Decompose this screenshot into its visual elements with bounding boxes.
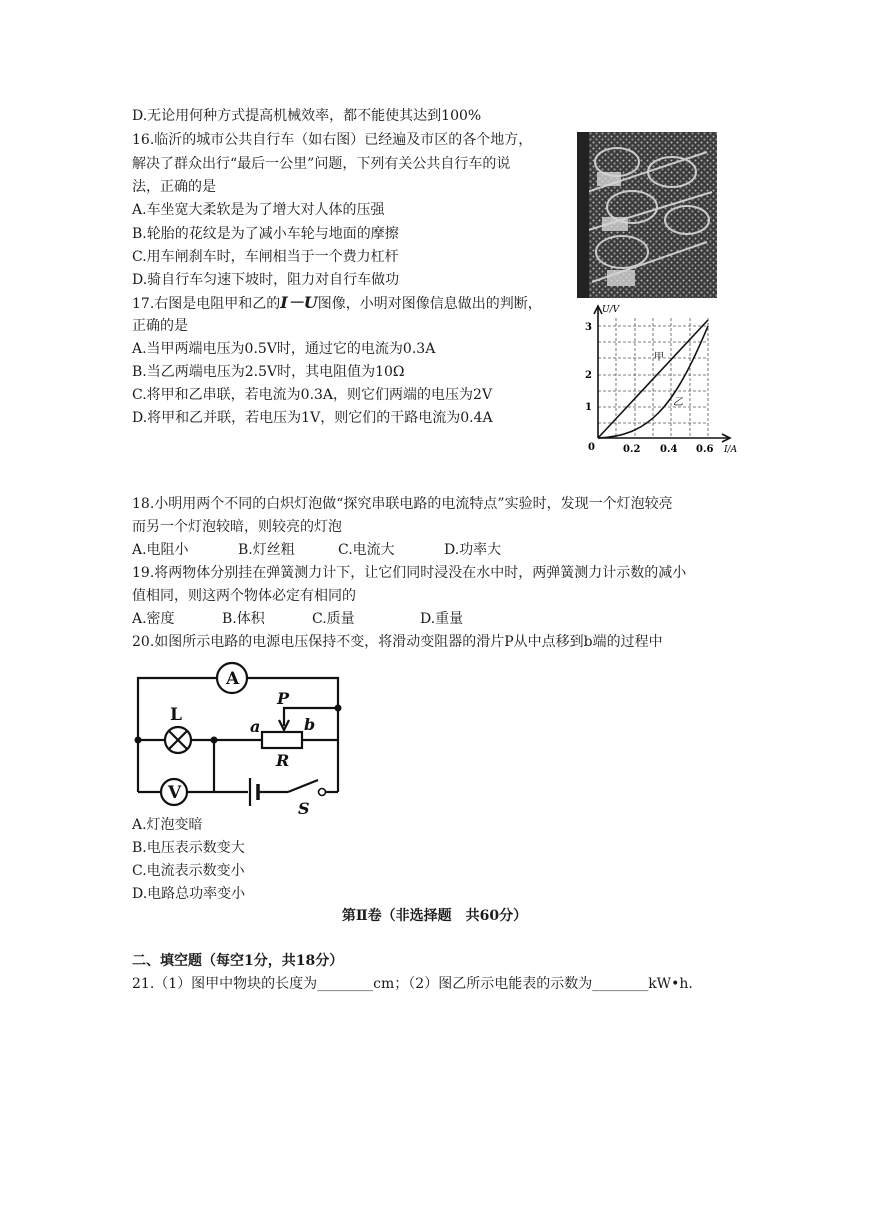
end-b-label: b <box>304 715 316 734</box>
q18-stem-line2: 而另一个灯泡较暗，则较亮的灯泡 <box>132 519 342 535</box>
q16-option-b: B.轮胎的花纹是为了减小车轮与地面的摩擦 <box>132 226 399 242</box>
y-tick-3: 3 <box>585 322 592 333</box>
q17-option-c: C.将甲和乙串联，若电流为0.3A，则它们两端的电压为2V <box>132 387 493 403</box>
q16-option-d: D.骑自行车匀速下坡时，阻力对自行车做功 <box>132 272 400 288</box>
x-tick-06: 0.6 <box>696 444 714 455</box>
part2-heading: 二、填空题（每空1分，共18分） <box>132 953 344 969</box>
q19-options <box>132 609 463 629</box>
q17-stem-post: 图像，小明对图像信息做出的判断， <box>317 296 542 312</box>
q17-stem-math: I－U <box>280 293 318 312</box>
q20-option-a: A.灯泡变暗 <box>132 817 203 833</box>
q17-stem-line2: 正确的是 <box>132 318 188 334</box>
y-tick-2: 2 <box>585 370 592 381</box>
bicycle-photo <box>577 132 717 298</box>
q15-option-d: D.无论用何种方式提高机械效率，都不能使其达到100% <box>132 108 482 124</box>
voltmeter-symbol: V <box>168 783 182 803</box>
q18-option-a: A.电阻小 <box>132 542 189 558</box>
q19-stem-line2: 值相同，则这两个物体必定有相同的 <box>132 588 356 604</box>
q18-option-b: B.灯丝粗 <box>238 542 295 558</box>
curve-jia-label: 甲 <box>654 352 664 363</box>
q20-option-d: D.电路总功率变小 <box>132 886 246 902</box>
origin-label: 0 <box>588 442 595 453</box>
q18-option-d: D.功率大 <box>444 542 502 558</box>
circuit-diagram <box>126 660 356 818</box>
q21-stem: 21.（1）图甲中物块的长度为________cm；（2）图乙所示电能表的示数为________kW•h. <box>132 976 693 992</box>
resistor-label: R <box>276 751 290 770</box>
q17-option-a: A.当甲两端电压为0.5V时，通过它的电流为0.3A <box>132 341 436 357</box>
q20-option-b: B.电压表示数变大 <box>132 840 245 856</box>
q16-stem-line1: 16.临沂的城市公共自行车（如右图）已经遍及市区的各个地方， <box>132 132 533 148</box>
iu-graph <box>578 300 738 460</box>
q18-options <box>132 540 501 560</box>
q16-stem-line3: 法，正确的是 <box>132 179 216 195</box>
slider-label: P <box>277 689 290 708</box>
switch-label: S <box>298 799 310 818</box>
x-tick-02: 0.2 <box>623 444 641 455</box>
q18-option-c: C.电流大 <box>338 542 395 558</box>
q19-stem-line1: 19.将两物体分别挂在弹簧测力计下，让它们同时浸没在水中时，两弹簧测力计示数的减小 <box>132 565 687 581</box>
ammeter-symbol: A <box>226 669 240 689</box>
q19-option-b: B.体积 <box>222 611 265 627</box>
q20-stem: 20.如图所示电路的电源电压保持不变，将滑动变阻器的滑片P从中点移到b端的过程中 <box>132 634 663 650</box>
end-a-label: a <box>250 717 261 736</box>
q16-option-a: A.车坐宽大柔软是为了增大对人体的压强 <box>132 202 385 218</box>
q19-option-d: D.重量 <box>420 611 464 627</box>
q19-option-c: C.质量 <box>312 611 355 627</box>
q16-option-c: C.用车闸刹车时，车闸相当于一个费力杠杆 <box>132 249 399 265</box>
x-axis-label: I/A <box>724 445 738 455</box>
lamp-label: L <box>170 705 182 725</box>
section2-title: 第Ⅱ卷（非选择题 共60分） <box>341 908 528 924</box>
q17-stem-pre: 17.右图是电阻甲和乙的 <box>132 296 281 312</box>
q20-option-c: C.电流表示数变小 <box>132 863 245 879</box>
q16-stem-line2: 解决了群众出行“最后一公里”问题，下列有关公共自行车的说 <box>132 156 511 172</box>
y-tick-1: 1 <box>585 402 592 413</box>
q17-option-b: B.当乙两端电压为2.5V时，其电阻值为10Ω <box>132 364 405 380</box>
y-axis-label: U/V <box>602 305 620 315</box>
x-tick-04: 0.4 <box>660 444 678 455</box>
q19-option-a: A.密度 <box>132 611 175 627</box>
q17-option-d: D.将甲和乙并联，若电压为1V，则它们的干路电流为0.4A <box>132 410 493 426</box>
curve-yi-label: 乙 <box>673 397 683 408</box>
q17-stem-line1 <box>132 293 542 314</box>
q18-stem-line1: 18.小明用两个不同的白炽灯泡做“探究串联电路的电流特点”实验时，发现一个灯泡较亮 <box>132 496 673 512</box>
